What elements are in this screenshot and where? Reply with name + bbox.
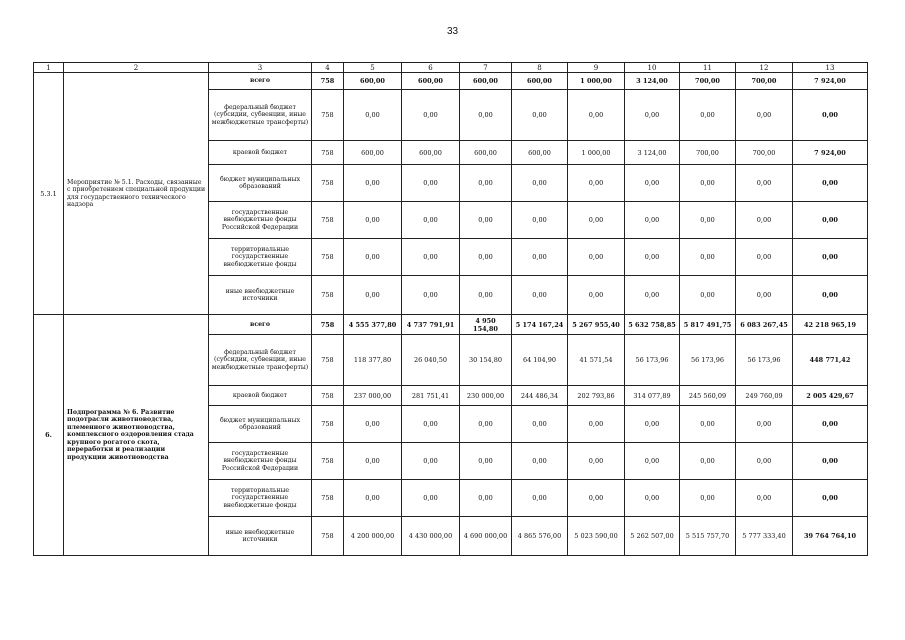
amount-cell: 0,00 (736, 276, 793, 315)
amount-cell: 0,00 (568, 202, 625, 239)
header-cell: 8 (512, 63, 568, 73)
amount-cell: 0,00 (402, 443, 460, 480)
program-name: Мероприятие № 5.1. Расходы, связанные с приобретением специальной продукции для государственного технического надзора (64, 73, 209, 315)
amount-cell: 0,00 (625, 165, 680, 202)
total-cell: 0,00 (793, 443, 868, 480)
amount-cell: 4 430 000,00 (402, 517, 460, 556)
amount-cell: 118 377,80 (344, 335, 402, 386)
amount-cell: 5 174 167,24 (512, 315, 568, 335)
amount-cell: 0,00 (736, 165, 793, 202)
amount-cell: 0,00 (680, 90, 736, 141)
amount-cell: 0,00 (512, 165, 568, 202)
grbs-code: 758 (312, 315, 344, 335)
amount-cell: 56 173,96 (680, 335, 736, 386)
amount-cell: 26 040,50 (402, 335, 460, 386)
amount-cell: 0,00 (568, 90, 625, 141)
amount-cell: 0,00 (460, 276, 512, 315)
amount-cell: 0,00 (344, 276, 402, 315)
amount-cell: 5 267 955,40 (568, 315, 625, 335)
amount-cell: 1 000,00 (568, 141, 625, 165)
amount-cell: 0,00 (625, 406, 680, 443)
amount-cell: 0,00 (344, 239, 402, 276)
amount-cell: 0,00 (680, 480, 736, 517)
amount-cell: 0,00 (402, 480, 460, 517)
table-body (34, 63, 868, 556)
amount-cell: 5 777 333,40 (736, 517, 793, 556)
amount-cell: 4 555 377,80 (344, 315, 402, 335)
amount-cell: 202 793,86 (568, 386, 625, 406)
page-number: 33 (446, 26, 459, 37)
amount-cell: 0,00 (512, 276, 568, 315)
grbs-code: 758 (312, 386, 344, 406)
header-cell: 12 (736, 63, 793, 73)
funding-source: федеральный бюджет (субсидии, субвенции, иные межбюджетные трансферты) (209, 335, 312, 386)
amount-cell: 600,00 (460, 141, 512, 165)
header-cell: 13 (793, 63, 868, 73)
amount-cell: 0,00 (625, 239, 680, 276)
amount-cell: 0,00 (568, 276, 625, 315)
amount-cell: 41 571,54 (568, 335, 625, 386)
grbs-code: 758 (312, 276, 344, 315)
amount-cell: 0,00 (680, 276, 736, 315)
amount-cell: 700,00 (680, 73, 736, 90)
amount-cell: 700,00 (680, 141, 736, 165)
amount-cell: 0,00 (568, 480, 625, 517)
total-cell: 0,00 (793, 165, 868, 202)
amount-cell: 0,00 (402, 276, 460, 315)
total-cell: 2 005 429,67 (793, 386, 868, 406)
header-cell: 10 (625, 63, 680, 73)
amount-cell: 700,00 (736, 141, 793, 165)
amount-cell: 1 000,00 (568, 73, 625, 90)
amount-cell: 0,00 (512, 90, 568, 141)
funding-source: всего (209, 73, 312, 90)
funding-source: иные внебюджетные источники (209, 517, 312, 556)
amount-cell: 0,00 (625, 276, 680, 315)
table-row (34, 73, 868, 90)
header-cell: 6 (402, 63, 460, 73)
total-cell: 0,00 (793, 202, 868, 239)
amount-cell: 4 737 791,91 (402, 315, 460, 335)
grbs-code: 758 (312, 202, 344, 239)
header-cell: 5 (344, 63, 402, 73)
amount-cell: 314 077,89 (625, 386, 680, 406)
grbs-code: 758 (312, 90, 344, 141)
funding-source: иные внебюджетные источники (209, 276, 312, 315)
amount-cell: 0,00 (680, 443, 736, 480)
amount-cell: 249 760,09 (736, 386, 793, 406)
amount-cell: 64 104,90 (512, 335, 568, 386)
amount-cell: 30 154,80 (460, 335, 512, 386)
amount-cell: 0,00 (344, 202, 402, 239)
amount-cell: 0,00 (460, 406, 512, 443)
amount-cell: 3 124,00 (625, 141, 680, 165)
amount-cell: 56 173,96 (736, 335, 793, 386)
amount-cell: 0,00 (736, 239, 793, 276)
funding-source: территориальные государственные внебюджетные фонды (209, 239, 312, 276)
amount-cell: 600,00 (344, 73, 402, 90)
amount-cell: 245 560,09 (680, 386, 736, 406)
header-cell: 9 (568, 63, 625, 73)
amount-cell: 0,00 (512, 480, 568, 517)
amount-cell: 5 515 757,70 (680, 517, 736, 556)
total-cell: 0,00 (793, 90, 868, 141)
amount-cell: 237 000,00 (344, 386, 402, 406)
program-name: Подпрограмма № 6. Развитие подотрасли животноводства, племенного животноводства, комплексного оздоровления стада крупного рогатого скота, переработки и реализации продукции животноводства (64, 315, 209, 556)
total-cell: 7 924,00 (793, 141, 868, 165)
header-cell: 3 (209, 63, 312, 73)
funding-source: бюджет муниципальных образований (209, 165, 312, 202)
total-cell: 0,00 (793, 406, 868, 443)
amount-cell: 0,00 (680, 165, 736, 202)
amount-cell: 0,00 (680, 239, 736, 276)
amount-cell: 3 124,00 (625, 73, 680, 90)
grbs-code: 758 (312, 165, 344, 202)
amount-cell: 6 083 267,45 (736, 315, 793, 335)
amount-cell: 4 690 000,00 (460, 517, 512, 556)
amount-cell: 0,00 (625, 90, 680, 141)
amount-cell: 0,00 (460, 239, 512, 276)
amount-cell: 5 262 507,00 (625, 517, 680, 556)
amount-cell: 0,00 (402, 202, 460, 239)
amount-cell: 0,00 (680, 406, 736, 443)
amount-cell: 0,00 (736, 406, 793, 443)
funding-source: всего (209, 315, 312, 335)
header-cell: 1 (34, 63, 64, 73)
total-cell: 42 218 965,19 (793, 315, 868, 335)
total-cell: 0,00 (793, 480, 868, 517)
header-cell: 4 (312, 63, 344, 73)
amount-cell: 0,00 (568, 443, 625, 480)
amount-cell: 0,00 (512, 406, 568, 443)
amount-cell: 0,00 (736, 90, 793, 141)
amount-cell: 0,00 (460, 480, 512, 517)
row-code: 6. (34, 315, 64, 556)
grbs-code: 758 (312, 517, 344, 556)
amount-cell: 0,00 (736, 202, 793, 239)
amount-cell: 0,00 (402, 239, 460, 276)
grbs-code: 758 (312, 73, 344, 90)
amount-cell: 600,00 (460, 73, 512, 90)
amount-cell: 0,00 (460, 202, 512, 239)
grbs-code: 758 (312, 480, 344, 517)
amount-cell: 0,00 (344, 90, 402, 141)
amount-cell: 0,00 (344, 480, 402, 517)
amount-cell: 281 751,41 (402, 386, 460, 406)
total-cell: 448 771,42 (793, 335, 868, 386)
header-cell: 11 (680, 63, 736, 73)
grbs-code: 758 (312, 443, 344, 480)
grbs-code: 758 (312, 335, 344, 386)
amount-cell: 600,00 (402, 73, 460, 90)
amount-cell: 700,00 (736, 73, 793, 90)
amount-cell: 0,00 (625, 443, 680, 480)
amount-cell: 4 200 000,00 (344, 517, 402, 556)
amount-cell: 0,00 (736, 443, 793, 480)
amount-cell: 244 486,34 (512, 386, 568, 406)
header-cell: 2 (64, 63, 209, 73)
amount-cell: 230 000,00 (460, 386, 512, 406)
funding-source: бюджет муниципальных образований (209, 406, 312, 443)
amount-cell: 5 632 758,85 (625, 315, 680, 335)
funding-source: территориальные государственные внебюджетные фонды (209, 480, 312, 517)
funding-source: краевой бюджет (209, 141, 312, 165)
amount-cell: 0,00 (568, 239, 625, 276)
header-cell: 7 (460, 63, 512, 73)
amount-cell: 4 950 154,80 (460, 315, 512, 335)
grbs-code: 758 (312, 239, 344, 276)
amount-cell: 0,00 (625, 202, 680, 239)
amount-cell: 4 865 576,00 (512, 517, 568, 556)
amount-cell: 56 173,96 (625, 335, 680, 386)
amount-cell: 0,00 (402, 90, 460, 141)
table-row (34, 315, 868, 335)
amount-cell: 0,00 (344, 165, 402, 202)
amount-cell: 0,00 (460, 443, 512, 480)
amount-cell: 5 023 590,00 (568, 517, 625, 556)
funding-source: государственные внебюджетные фонды Российской Федерации (209, 443, 312, 480)
budget-table (33, 62, 868, 556)
grbs-code: 758 (312, 406, 344, 443)
amount-cell: 0,00 (625, 480, 680, 517)
amount-cell: 0,00 (344, 443, 402, 480)
amount-cell: 600,00 (344, 141, 402, 165)
funding-source: государственные внебюджетные фонды Российской Федерации (209, 202, 312, 239)
funding-source: федеральный бюджет (субсидии, субвенции, иные межбюджетные трансферты) (209, 90, 312, 141)
amount-cell: 0,00 (680, 202, 736, 239)
amount-cell: 0,00 (402, 406, 460, 443)
amount-cell: 0,00 (568, 165, 625, 202)
amount-cell: 600,00 (512, 141, 568, 165)
amount-cell: 0,00 (460, 90, 512, 141)
amount-cell: 600,00 (512, 73, 568, 90)
grbs-code: 758 (312, 141, 344, 165)
total-cell: 0,00 (793, 239, 868, 276)
amount-cell: 0,00 (344, 406, 402, 443)
total-cell: 39 764 764,10 (793, 517, 868, 556)
amount-cell: 0,00 (512, 202, 568, 239)
amount-cell: 0,00 (460, 165, 512, 202)
amount-cell: 0,00 (512, 443, 568, 480)
total-cell: 0,00 (793, 276, 868, 315)
header-row (34, 63, 868, 73)
amount-cell: 0,00 (512, 239, 568, 276)
amount-cell: 0,00 (736, 480, 793, 517)
row-code: 5.3.1 (34, 73, 64, 315)
amount-cell: 0,00 (402, 165, 460, 202)
amount-cell: 0,00 (568, 406, 625, 443)
total-cell: 7 924,00 (793, 73, 868, 90)
amount-cell: 5 817 491,75 (680, 315, 736, 335)
amount-cell: 600,00 (402, 141, 460, 165)
funding-source: краевой бюджет (209, 386, 312, 406)
